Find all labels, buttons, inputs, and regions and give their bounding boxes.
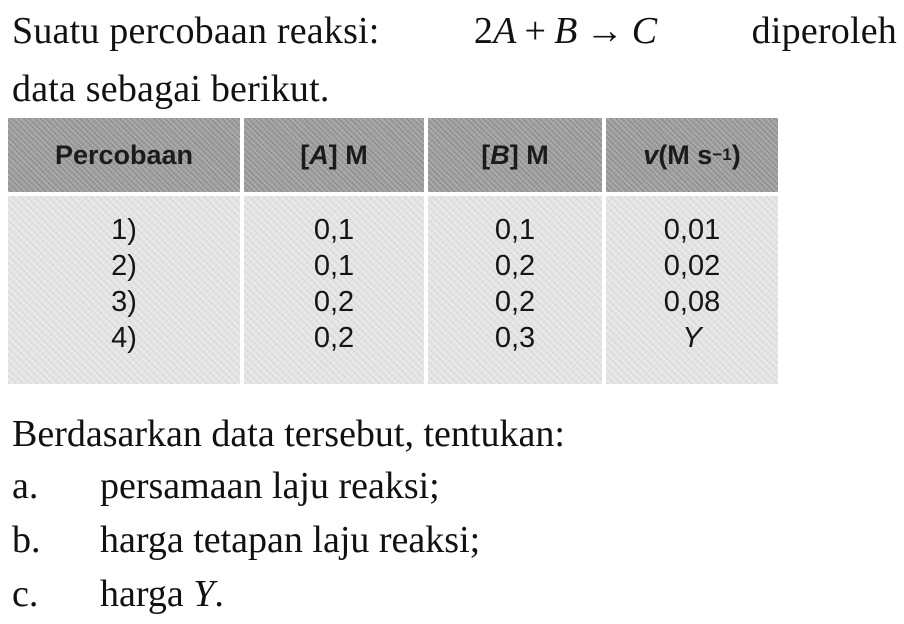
header-percobaan [8,118,240,192]
intro-line-1 [12,2,897,60]
data-table [8,118,778,384]
cell-conc-a: 0,1 [313,214,355,246]
symbol-a: A [309,139,329,170]
cell-rate-unknown: Y [682,322,702,354]
cell-rate: 0,01 [663,214,721,246]
header-concentration-a [244,118,424,192]
symbol-v: v [643,139,659,170]
question-text-suffix: . [214,573,224,615]
cell-percobaan: 4) [111,322,137,354]
table-row [8,248,778,284]
header-percobaan-label: Percobaan [54,139,194,170]
header-rate [606,118,778,192]
cell-conc-a: 0,2 [313,322,355,354]
table-row [8,320,778,356]
reactant-b: B [554,10,578,52]
intro-suffix: diperoleh [751,10,897,52]
bracket-close-unit: ] M [509,139,549,170]
table-row [8,212,778,248]
question-text-prefix: harga [100,573,194,615]
cell-conc-b: 0,1 [494,214,536,246]
header-concentration-b [428,118,602,192]
product-c: C [631,10,658,52]
bracket-close-unit: ] M [328,139,368,170]
intro-prefix: Suatu percobaan reaksi: [12,10,380,52]
cell-percobaan: 3) [111,286,137,318]
rate-unit: (M s [658,139,713,170]
reactant-a: A [493,10,517,52]
cell-rate: 0,08 [663,286,721,318]
cell-conc-a: 0,2 [313,286,355,318]
coefficient-a: 2 [473,10,494,52]
cell-conc-a: 0,1 [313,250,355,282]
question-variable: Y [193,573,215,615]
bracket-open: [ [300,139,310,170]
cell-conc-b: 0,2 [494,250,536,282]
question-label: a. [12,465,39,507]
question-prompt: Berdasarkan data tersebut, tentukan: [12,413,565,455]
cell-conc-b: 0,3 [494,322,536,354]
question-text: harga tetapan laju reaksi; [100,519,481,561]
cell-percobaan: 1) [111,214,137,246]
reaction-arrow: → [585,10,624,52]
question-text: persamaan laju reaksi; [100,465,440,507]
cell-percobaan: 2) [111,250,137,282]
table-body [8,212,778,356]
intro-paragraph [12,2,897,118]
cell-rate: 0,02 [663,250,721,282]
intro-line-2: data sebagai berikut. [12,68,330,110]
cell-conc-b: 0,2 [494,286,536,318]
question-label: c. [12,573,39,615]
rate-unit-exponent: −1 [712,145,732,164]
question-label: b. [12,519,41,561]
symbol-b: B [490,139,510,170]
reaction-equation [474,2,657,60]
table-row [8,284,778,320]
bracket-open: [ [481,139,491,170]
plus-sign: + [524,10,547,52]
question-text [100,570,224,618]
rate-unit-close: ) [731,139,741,170]
